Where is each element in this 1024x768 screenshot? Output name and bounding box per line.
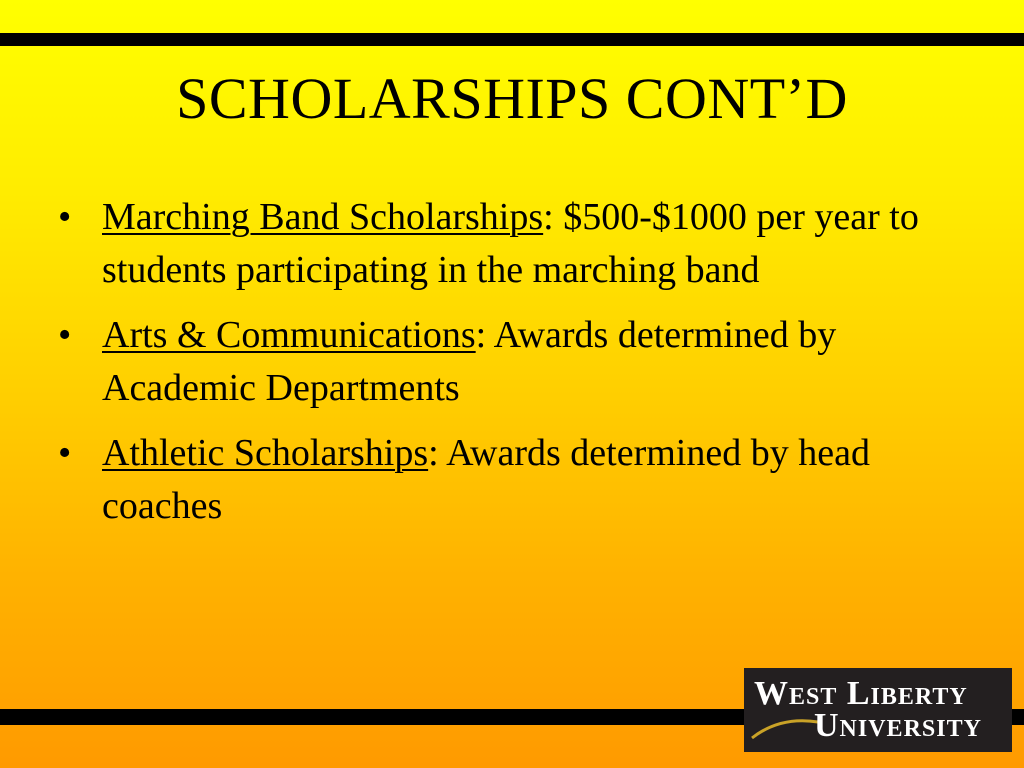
bullet-text: : Awards determined by Academic Departments: [102, 314, 837, 409]
bullet-text: : $500-$1000 per year to students participating in the marching band: [102, 196, 919, 291]
slide-title: SCHOLARSHIPS CONT’D: [176, 66, 848, 131]
bullet-item-athletic: [58, 427, 958, 533]
bullet-item-marching-band: [58, 191, 958, 297]
logo-text-line2: University: [814, 707, 982, 744]
bullet-dot-icon: •: [58, 314, 72, 356]
swoosh-icon: [750, 712, 820, 742]
bullet-dot-icon: •: [58, 432, 72, 474]
bullet-item-arts-communications: [58, 309, 958, 415]
logo-text-line1: West Liberty: [754, 675, 968, 712]
university-logo: [744, 668, 1012, 752]
bullet-dot-icon: •: [58, 196, 72, 238]
bullet-term: Athletic Scholarships: [102, 432, 429, 474]
bullet-text: : Awards determined by head coaches: [102, 432, 870, 527]
bullet-list: [58, 191, 958, 545]
top-rule: [0, 33, 1024, 46]
bullet-term: Marching Band Scholarships: [102, 196, 544, 238]
bullet-term: Arts & Communications: [102, 314, 476, 356]
